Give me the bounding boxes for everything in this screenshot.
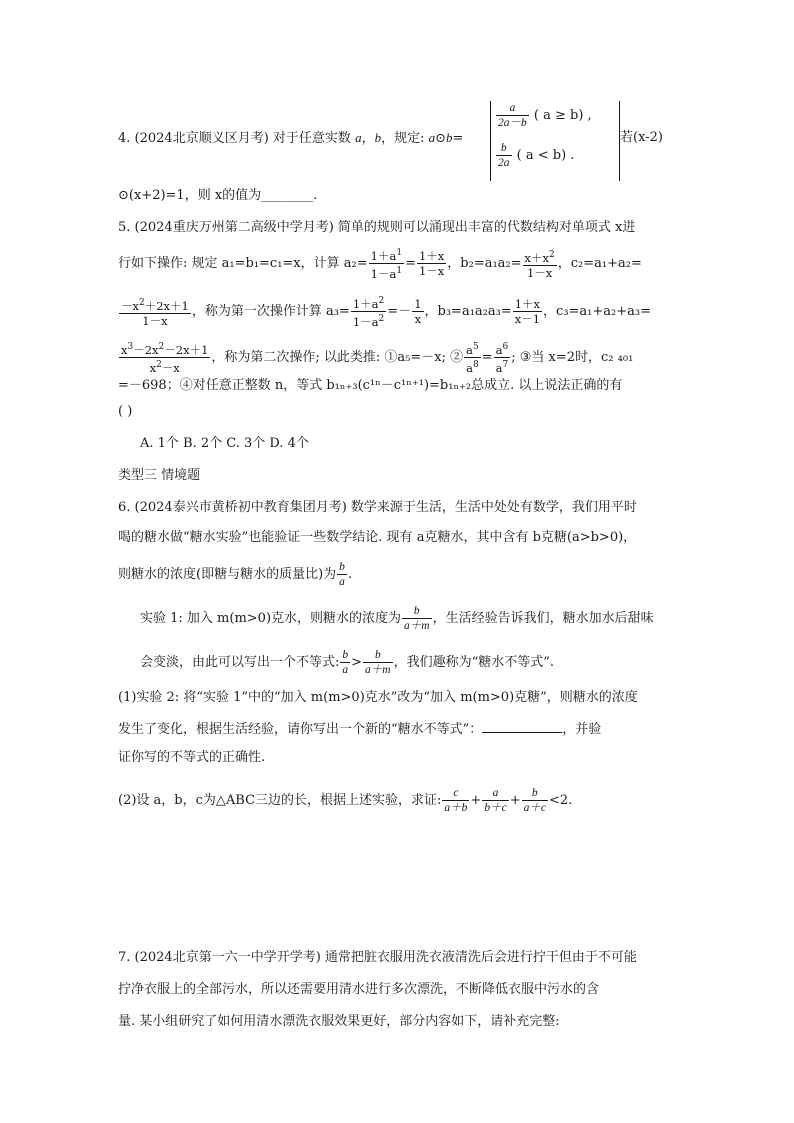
q6-part1-line3: 证你写的不等式的正确性. xyxy=(118,750,266,765)
q5-number: 5. xyxy=(118,220,131,235)
q6-part2: (2)设 a，b，c为△ABC三边的长，根据上述实验，求证: $\frac{c}{a+b}$ + $\frac{a}{b+c}$ + $\frac{b}{a+c}$ <2. xyxy=(118,787,573,814)
q6-exp1-line1: 实验 1: 加入 m(m>0)克水，则糖水的浓度为 $\frac{b}{a+m}$ ，生活经验告诉我们，糖水加水后甜味 xyxy=(140,605,654,632)
q5-line3: $\frac{-x^2+2x+1}{1-x}$ ，称为第一次操作计算 a₃= $\frac{1+a^2}{1-a^2}$ =－ $\frac{1}{x}$ ，b₃=a₁a₂a₃= $\frac{1+x}{x-1}$ ，c₃=a₁+a₂+a₃= xyxy=(121,296,651,329)
q7-line1: 7. (2024北京第一六一中学开学考) 通常把脏衣服用洗衣液清洗后会进行拧干但由于不可能 xyxy=(118,950,637,965)
q5-line5: =－698；④对任意正整数 n，等式 b₁ₙ₊₃(c¹ⁿ－c¹ⁿ⁺¹)=b₁ₙ₊₂总成立. 以上说法正确的有 xyxy=(118,378,623,393)
q6-source: (2024泰兴市黄桥初中教育集团月考) xyxy=(134,500,347,515)
q6-part1-line1: (1)实验 2: 将“实验 1”中的“加入 m(m>0)克水”改为“加入 m(m>0)克糖”，则糖水的浓度 xyxy=(118,690,638,705)
q5-line4: $\frac{x^3-2x^2-2x+1}{x^2-x}$ ，称为第二次操作; 以此类推: ①a₅=－x; ② $\frac{a^5}{a^8}$ = $\frac{a^6}{a^7}$ ; ③当 x=2时，c₂ ₄₀₁ xyxy=(121,342,634,375)
q6-line3: 则糖水的浓度(即糖与糖水的质量比)为 $\frac{b}{a}$ . xyxy=(118,561,353,588)
q6-exp1-line2: 会变淡，由此可以写出一个不等式: $\frac{b}{a}$ > $\frac{b}{a+m}$ ，我们趣称为“糖水不等式”. xyxy=(140,649,555,676)
q5-answer-paren: ( ) xyxy=(118,404,133,419)
answer-blank[interactable] xyxy=(482,718,562,733)
q5-source: (2024重庆万州第二高级中学月考) xyxy=(134,220,334,235)
q7-source: (2024北京第一六一中学开学考) xyxy=(134,950,321,965)
q4-source: (2024北京顺义区月考) xyxy=(134,131,269,146)
q5-line2: 行如下操作: 规定 a₁=b₁=c₁=x，计算 a₂= $\frac{1+a^1}{1-a^1}$ = $\frac{1+x}{1-x}$ ，b₂=a₁a₂= $\frac{x+x^2}{1-x}$ ，c₂=a₁+a₂= xyxy=(118,248,642,281)
q4-line2: ⊙(x+2)=1，则 x的值为________. xyxy=(118,188,318,203)
q7-number: 7. xyxy=(118,950,131,965)
q4-number: 4. xyxy=(118,131,131,146)
q7-line2: 拧净衣服上的全部污水，所以还需要用清水进行多次漂洗，不断降低衣服中污水的含 xyxy=(118,982,600,997)
q7-line3: 量. 某小组研究了如何用清水漂洗衣服效果更好，部分内容如下，请补充完整: xyxy=(118,1014,560,1029)
q6-line1: 6. (2024泰兴市黄桥初中教育集团月考) 数学来源于生活，生活中处处有数学，我们用平时 xyxy=(118,500,637,515)
q4-piecewise: $\frac{a}{2a-b}$ ( a ≥ b) , $\frac{b}{2a}$ ( a < b) . xyxy=(490,101,620,181)
q6-number: 6. xyxy=(118,500,131,515)
frac-b-over-2a: $\frac{b}{2a}$ xyxy=(498,142,510,169)
frac-a-over-2a-b: $\frac{a}{2a-b}$ xyxy=(498,102,527,129)
q4-line1: 4. (2024北京顺义区月考) 对于任意实数 a，b，规定: a⊙b= xyxy=(118,130,464,146)
section-heading: 类型三 情境题 xyxy=(118,468,201,483)
q5-line1: 5. (2024重庆万州第二高级中学月考) 简单的规则可以涌现出丰富的代数结构对单项式 x进 xyxy=(118,220,636,235)
q6-line2: 喝的糖水做“糖水实验”也能验证一些数学结论. 现有 a克糖水，其中含有 b克糖(a>b>0)， xyxy=(118,530,637,545)
q6-part1-line2: 发生了变化，根据生活经验，请你写出一个新的“糖水不等式”： ，并验 xyxy=(118,718,601,740)
q5-options: A. 1个 B. 2个 C. 3个 D. 4个 xyxy=(140,436,309,451)
